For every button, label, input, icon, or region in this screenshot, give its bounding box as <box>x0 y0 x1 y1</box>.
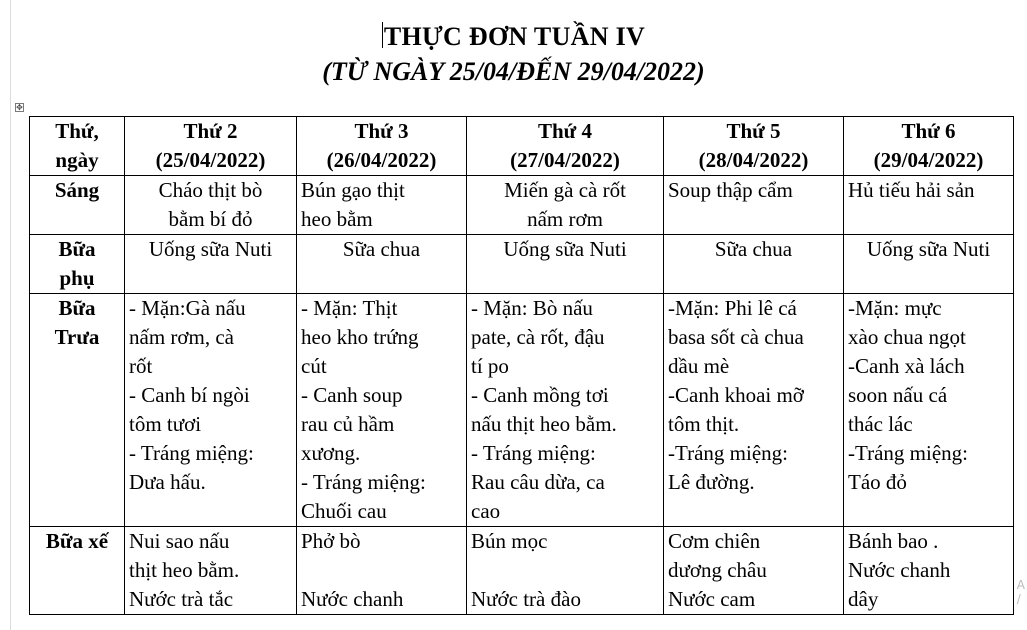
lunch-cell-fri <box>844 294 1014 527</box>
afternoon-cell-tue <box>297 527 467 615</box>
breakfast-cell-thu <box>664 176 844 235</box>
menu-line: - Tráng miệng: <box>129 441 254 465</box>
breakfast-row <box>30 176 1014 235</box>
day-name: Thứ 6 <box>901 119 956 143</box>
menu-line: tí po <box>471 354 509 378</box>
breakfast-cell-tue <box>297 176 467 235</box>
menu-line: dây <box>848 587 879 611</box>
document-subtitle: (TỪ NGÀY 25/04/ĐẾN 29/04/2022) <box>322 57 705 86</box>
blank-line <box>471 556 659 585</box>
day-date: (27/04/2022) <box>510 148 620 172</box>
menu-line: Hủ tiếu hải sản <box>848 178 975 202</box>
menu-line: soon nấu cá <box>848 383 948 407</box>
menu-line: Dưa hấu. <box>129 470 206 494</box>
breakfast-cell-wed <box>467 176 664 235</box>
snack-cell-thu <box>664 235 844 294</box>
day-date: (28/04/2022) <box>698 148 809 172</box>
menu-line: Nước cam <box>668 587 756 611</box>
row-label-afternoon <box>30 527 125 615</box>
corner-label-line: Thứ, <box>55 119 99 143</box>
menu-line: Bún mọc <box>471 529 548 553</box>
menu-line: tôm thịt. <box>668 412 740 436</box>
menu-line: heo bằm <box>301 207 373 231</box>
menu-line: cút <box>301 354 327 378</box>
row-label-line: Sáng <box>54 178 100 202</box>
menu-line: - Canh bí ngòi <box>129 383 250 407</box>
menu-line: -Canh khoai mỡ <box>668 383 804 407</box>
breakfast-cell-mon <box>125 176 297 235</box>
menu-line: - Mặn:Gà nấu <box>129 296 246 320</box>
lunch-cell-tue <box>297 294 467 527</box>
menu-line: - Tráng miệng: <box>301 470 426 494</box>
day-header-wed <box>467 117 664 176</box>
text-cursor <box>382 22 383 48</box>
menu-line: Nước trà đào <box>471 587 581 611</box>
row-label-breakfast <box>30 176 125 235</box>
menu-line: rau củ hầm <box>301 412 395 436</box>
menu-line: -Mặn: Phi lê cá <box>668 296 797 320</box>
menu-line: Bún gạo thịt <box>301 178 405 202</box>
corner-header <box>30 117 125 176</box>
lunch-row <box>30 294 1014 527</box>
menu-line: nấm rơm, cà <box>129 325 234 349</box>
day-name: Thứ 3 <box>354 119 409 143</box>
menu-line: bằm bí đỏ <box>168 207 253 231</box>
afternoon-row <box>30 527 1014 615</box>
menu-line: - Mặn: Thịt <box>301 296 398 320</box>
table-move-handle-icon[interactable]: ✥ <box>16 103 23 112</box>
row-label-snack <box>30 235 125 294</box>
afternoon-cell-mon <box>125 527 297 615</box>
menu-line: Sữa chua <box>714 237 793 261</box>
corner-label-line: ngày <box>55 148 99 172</box>
menu-line: Uống sữa Nuti <box>866 237 991 261</box>
blank-line <box>301 556 462 585</box>
day-date: (26/04/2022) <box>326 148 437 172</box>
menu-line: Rau câu dừa, ca <box>471 470 605 494</box>
menu-line: Uống sữa Nuti <box>503 237 627 261</box>
menu-line: basa sốt cà chua <box>668 325 804 349</box>
afternoon-cell-thu <box>664 527 844 615</box>
day-header-tue <box>297 117 467 176</box>
lunch-cell-wed <box>467 294 664 527</box>
menu-line: dương châu <box>668 558 767 582</box>
menu-line: cao <box>471 499 501 523</box>
row-label-line: Bữa xế <box>45 529 109 553</box>
day-name: Thứ 5 <box>726 119 781 143</box>
edge-artifact: A / <box>1016 578 1025 606</box>
menu-line: tôm tươi <box>129 412 202 436</box>
menu-line: xương. <box>301 441 361 465</box>
menu-line: - Mặn: Bò nấu <box>471 296 593 320</box>
menu-line: -Tráng miệng: <box>848 441 968 465</box>
row-label-line: Trưa <box>54 325 100 349</box>
day-header-mon <box>125 117 297 176</box>
page-margin-rule <box>10 0 11 630</box>
day-header-fri <box>844 117 1014 176</box>
breakfast-cell-fri <box>844 176 1014 235</box>
menu-line: Sữa chua <box>342 237 421 261</box>
menu-line: Soup thập cẩm <box>668 178 793 202</box>
row-label-line: Bữa <box>58 237 96 261</box>
menu-line: nấu thịt heo bằm. <box>471 412 617 436</box>
lunch-cell-thu <box>664 294 844 527</box>
day-name: Thứ 4 <box>537 119 593 143</box>
weekly-menu-table <box>29 116 1014 615</box>
header-row <box>30 117 1014 176</box>
snack-cell-mon <box>125 235 297 294</box>
lunch-cell-mon <box>125 294 297 527</box>
menu-line: dầu mè <box>668 354 730 378</box>
menu-line: - Canh soup <box>301 383 403 407</box>
snack-cell-wed <box>467 235 664 294</box>
menu-line: nấm rơm <box>527 207 603 231</box>
menu-line: Cơm chiên <box>668 529 761 553</box>
document-title <box>0 20 1027 54</box>
menu-line: Chuối cau <box>301 499 387 523</box>
menu-line: Lê đường. <box>668 470 755 494</box>
snack-cell-tue <box>297 235 467 294</box>
menu-line: Nước chanh <box>301 587 404 611</box>
snack-cell-fri <box>844 235 1014 294</box>
menu-line: - Tráng miệng: <box>471 441 596 465</box>
menu-line: -Mặn: mực <box>848 296 942 320</box>
menu-line: -Tráng miệng: <box>668 441 788 465</box>
menu-line: Táo đỏ <box>848 470 907 494</box>
menu-line: -Canh xà lách <box>848 354 965 378</box>
day-date: (25/04/2022) <box>155 148 266 172</box>
menu-line: Bánh bao . <box>848 529 939 553</box>
menu-line: Nui sao nấu <box>129 529 230 553</box>
afternoon-cell-wed <box>467 527 664 615</box>
menu-line: Nước trà tắc <box>129 587 234 611</box>
menu-line: thịt heo bằm. <box>129 558 240 582</box>
day-header-thu <box>664 117 844 176</box>
menu-line: Miến gà cà rốt <box>504 178 626 202</box>
row-label-line: phụ <box>59 266 95 290</box>
document-title-text: THỰC ĐƠN TUẦN IV <box>383 22 646 51</box>
afternoon-cell-fri <box>844 527 1014 615</box>
menu-line: rốt <box>129 354 153 378</box>
menu-line: Phở bò <box>301 529 361 553</box>
row-label-lunch <box>30 294 125 527</box>
day-date: (29/04/2022) <box>873 148 984 172</box>
snack-row <box>30 235 1014 294</box>
menu-line: - Canh mồng tơi <box>471 383 609 407</box>
menu-line: xào chua ngọt <box>848 325 966 349</box>
menu-line: Uống sữa Nuti <box>148 237 273 261</box>
menu-line: pate, cà rốt, đậu <box>471 325 605 349</box>
menu-line: thác lác <box>848 412 913 436</box>
row-label-line: Bữa <box>58 296 96 320</box>
menu-line: heo kho trứng <box>301 325 419 349</box>
menu-line: Cháo thịt bò <box>158 178 263 202</box>
day-name: Thứ 2 <box>183 119 238 143</box>
menu-line: Nước chanh <box>848 558 951 582</box>
